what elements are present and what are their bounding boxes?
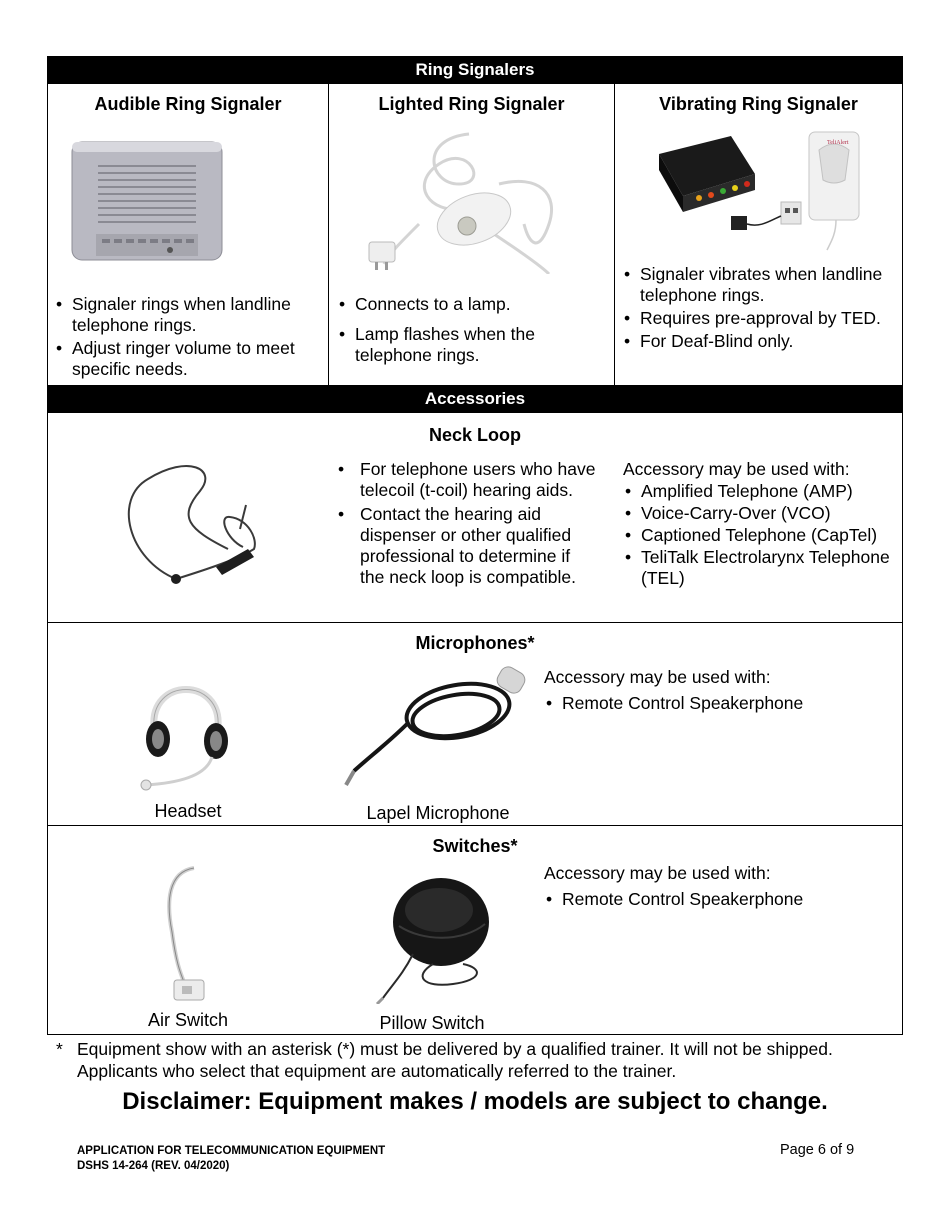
list-item: • Captioned Telephone (CapTel)	[623, 525, 898, 546]
neck-loop-row	[47, 413, 903, 623]
list-item: • TeliTalk Electrolarynx Telephone (TEL)	[623, 547, 898, 589]
audible-ring-signaler-cell	[48, 84, 329, 385]
lighted-ring-signaler-image	[359, 124, 589, 274]
audible-bullets	[54, 294, 324, 382]
list-item: • Contact the hearing aid dispenser or other qualified professional to determine if the neck loop is compatible.	[336, 504, 598, 588]
list-item: • Connects to a lamp.	[337, 294, 607, 315]
equipment-page	[47, 56, 903, 1035]
form-footer	[77, 1144, 385, 1174]
neck-loop-image	[118, 449, 268, 594]
footnote-asterisk: *	[56, 1039, 63, 1059]
form-number: DSHS 14-264 (REV. 04/2020)	[77, 1160, 230, 1172]
ring-signalers-row	[47, 84, 903, 385]
pillow-switch-image	[373, 864, 503, 1004]
switches-title: Switches*	[432, 836, 518, 856]
footnote-text: Equipment show with an asterisk (*) must be delivered by a qualified trainer. It will not be shipped. Applicants who select that equipment are automatically referred to the trainer.	[77, 1039, 833, 1081]
lapel-microphone-caption: Lapel Microphone	[366, 803, 510, 823]
list-item: • Remote Control Speakerphone	[544, 889, 894, 910]
list-item: • Signaler vibrates when landline telephone rings.	[622, 264, 898, 306]
vibrating-bullets	[622, 264, 898, 354]
lighted-bullets	[337, 294, 607, 368]
microphones-row	[47, 623, 903, 826]
list-item: • For Deaf-Blind only.	[622, 331, 898, 352]
ring-signalers-header: Ring Signalers	[47, 56, 903, 84]
air-switch-image	[158, 862, 218, 1007]
neck-loop-bullets	[336, 459, 598, 590]
lighted-ring-signaler-title: Lighted Ring Signaler	[378, 94, 565, 114]
pillow-switch-caption: Pillow Switch	[379, 1013, 485, 1033]
list-item: • Amplified Telephone (AMP)	[623, 481, 898, 502]
list-item: • Requires pre-approval by TED.	[622, 308, 898, 329]
list-item: • Signaler rings when landline telephone rings.	[54, 294, 324, 336]
list-item: • For telephone users who have telecoil (t-coil) hearing aids.	[336, 459, 598, 501]
headset-caption: Headset	[154, 801, 222, 821]
air-switch-caption: Air Switch	[147, 1010, 228, 1030]
list-item: • Lamp flashes when the telephone rings.	[337, 324, 607, 366]
page-number: Page 6 of 9	[780, 1142, 855, 1158]
neck-loop-used-with-list	[623, 481, 898, 591]
headset-image	[136, 657, 236, 797]
neck-loop-used-with-label: Accessory may be used with:	[623, 459, 850, 479]
switches-row	[47, 826, 903, 1035]
vibrating-ring-signaler-cell	[615, 84, 902, 385]
microphones-used-with-list	[544, 693, 894, 716]
vibrating-ring-signaler-title: Vibrating Ring Signaler	[659, 94, 858, 114]
microphones-used-with-label: Accessory may be used with:	[544, 667, 771, 687]
list-item: • Remote Control Speakerphone	[544, 693, 894, 714]
disclaimer: Disclaimer: Equipment makes / models are subject to change.	[122, 1088, 828, 1115]
lighted-ring-signaler-cell	[329, 84, 615, 385]
microphones-title: Microphones*	[415, 633, 535, 653]
list-item: • Adjust ringer volume to meet specific needs.	[54, 338, 324, 380]
neck-loop-title: Neck Loop	[428, 425, 521, 445]
accessories-header: Accessories	[47, 385, 903, 413]
audible-ring-signaler-image	[68, 138, 226, 264]
brand-logo: TeliAlert	[827, 140, 849, 146]
asterisk-footnote	[56, 1038, 906, 1082]
vibrating-ring-signaler-image	[651, 124, 871, 254]
lapel-microphone-image	[338, 663, 548, 793]
switches-used-with-label: Accessory may be used with:	[544, 863, 771, 883]
form-title: APPLICATION FOR TELECOMMUNICATION EQUIPMENT	[77, 1145, 386, 1157]
audible-ring-signaler-title: Audible Ring Signaler	[94, 94, 282, 114]
switches-used-with-list	[544, 889, 894, 912]
list-item: • Voice-Carry-Over (VCO)	[623, 503, 898, 524]
